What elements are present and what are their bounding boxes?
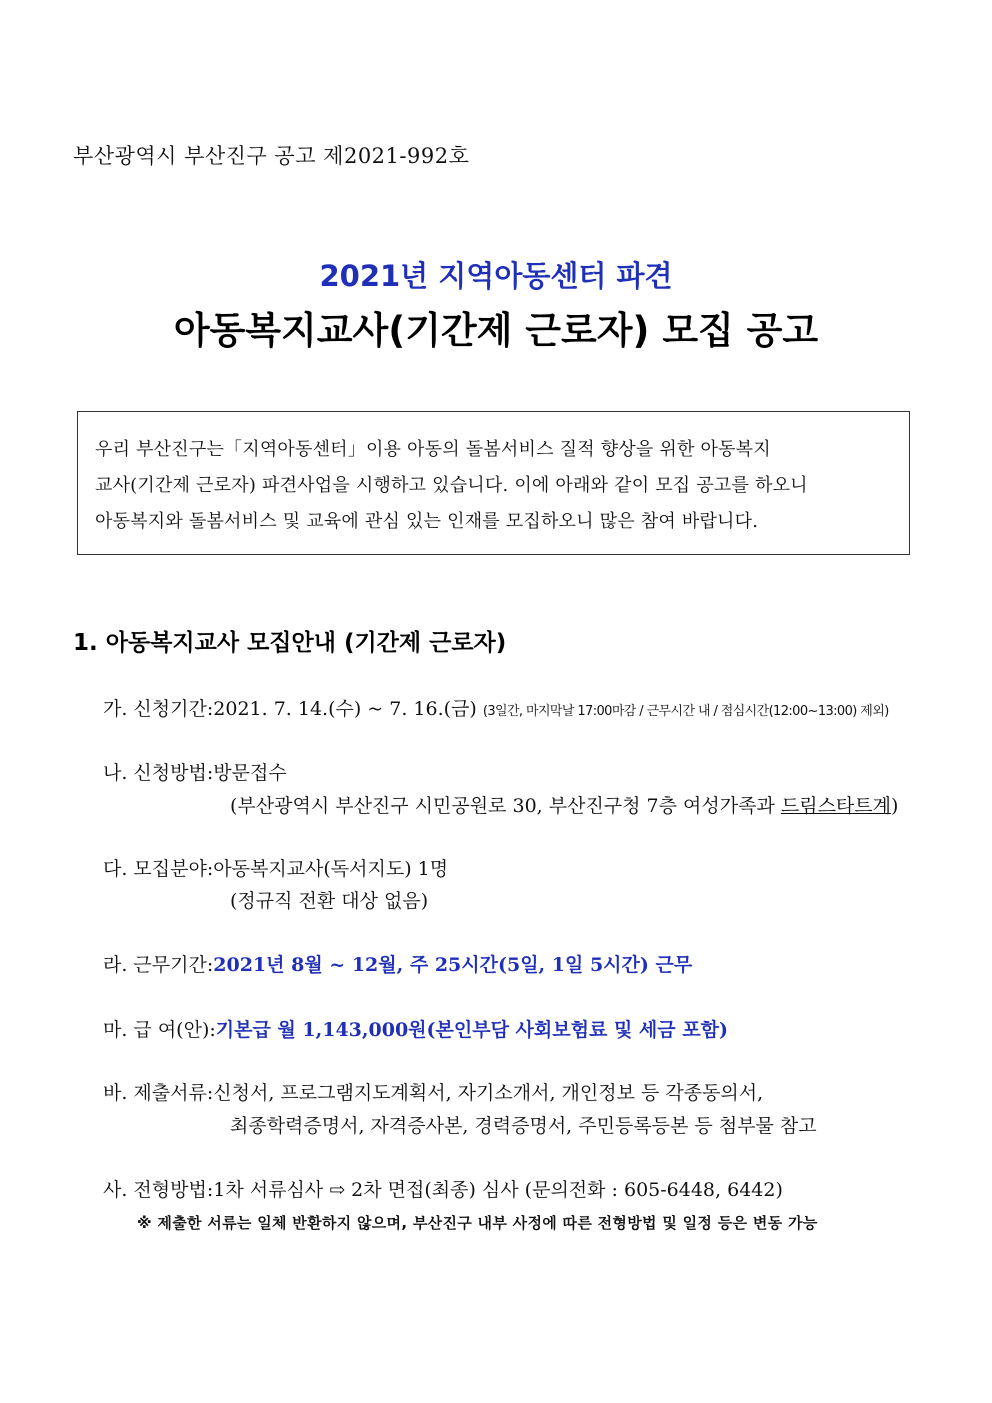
item-recruit-field	[103, 854, 448, 881]
intro-line: 우리 부산진구는「지역아동센터」이용 아동의 돌봄서비스 질적 향상을 위한 아동복지	[95, 439, 771, 460]
intro-line: 아동복지와 돌봄서비스 및 교육에 관심 있는 인재를 모집하오니 많은 참여 바랍니다.	[95, 511, 759, 532]
item-salary	[103, 1015, 728, 1042]
item-value: 아동복지교사(독서지도) 1명	[213, 858, 449, 880]
title-line-1: 2021년 지역아동센터 파견	[319, 259, 673, 293]
item-label: 가. 신청기간:	[103, 698, 214, 720]
item-documents	[103, 1078, 763, 1105]
item-value: 2021. 7. 14.(수) ~ 7. 16.(금)	[213, 698, 483, 720]
section-heading: 1. 아동복지교사 모집안내 (기간제 근로자)	[73, 630, 507, 656]
item-application-period	[103, 694, 889, 721]
address-close: )	[890, 795, 899, 817]
intro-box	[77, 411, 910, 555]
selection-note: ※ 제출한 서류는 일체 반환하지 않으며, 부산진구 내부 사정에 따른 전형방법 및 일정 등은 변동 가능	[137, 1214, 818, 1232]
item-label: 바. 제출서류:	[103, 1082, 214, 1104]
item-selection-method	[103, 1175, 783, 1202]
item-label: 사. 전형방법:	[103, 1179, 214, 1201]
dept-team-name: 드림스타트계	[780, 795, 891, 817]
item-note: (3일간, 마지막날 17:00마감 / 근무시간 내 / 점심시간(12:00~13:00) 제외)	[482, 704, 889, 719]
item-label: 다. 모집분야:	[103, 858, 214, 880]
item-recruit-field-note: (정규직 전환 대상 없음)	[230, 890, 429, 912]
item-work-period	[103, 950, 692, 977]
page-title: 아동복지교사(기간제 근로자) 모집 공고	[173, 309, 819, 352]
item-value: 1차 서류심사 ⇨ 2차 면접(최종) 심사 (문의전화 : 605-6448, 6442)	[213, 1179, 783, 1201]
notice-number: 부산광역시 부산진구 공고 제2021-992호	[73, 144, 470, 168]
item-value: 2021년 8월 ~ 12월, 주 25시간(5일, 1일 5시간) 근무	[213, 954, 693, 976]
intro-line: 교사(기간제 근로자) 파견사업을 시행하고 있습니다. 이에 아래와 같이 모집 공고를 하오니	[95, 475, 808, 496]
item-application-method	[103, 758, 287, 785]
item-value: 방문접수	[213, 762, 287, 784]
address-text: (부산광역시 부산진구 시민공원로 30, 부산진구청 7층 여성가족과	[230, 795, 781, 817]
item-label: 마. 급 여(안):	[103, 1019, 216, 1041]
item-value: 기본급 월 1,143,000원(본인부담 사회보험료 및 세금 포함)	[215, 1019, 728, 1041]
item-documents-cont: 최종학력증명서, 자격증사본, 경력증명서, 주민등록등본 등 첨부물 참고	[230, 1115, 817, 1137]
item-label: 라. 근무기간:	[103, 954, 214, 976]
item-label: 나. 신청방법:	[103, 762, 214, 784]
item-application-address	[230, 791, 898, 818]
item-value: 신청서, 프로그램지도계획서, 자기소개서, 개인정보 등 각종동의서,	[213, 1082, 764, 1104]
